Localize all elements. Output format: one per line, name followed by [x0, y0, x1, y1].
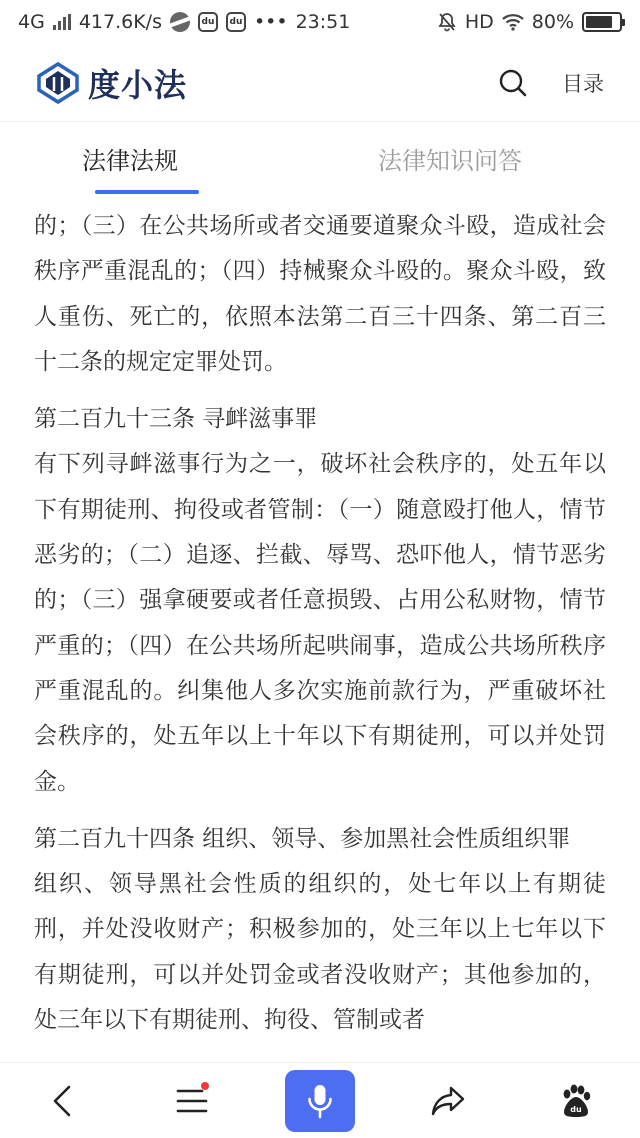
- table-of-contents-button[interactable]: 目录: [562, 71, 604, 96]
- article-body: 组织、领导黑社会性质的组织的，处七年以上有期徒刑，并处没收财产；积极参加的，处三年以上七年以下有期徒刑，可以并处罚金或者没收财产；其他参加的，处三年以下有期徒刑、拘役、管制或者: [34, 871, 606, 1034]
- svg-text:du: du: [570, 1104, 582, 1114]
- article-title: 第二百九十三条 寻衅滋事罪: [34, 406, 318, 433]
- app-header: [0, 44, 640, 122]
- article-293: [34, 397, 606, 805]
- menu-button[interactable]: [157, 1066, 227, 1136]
- network-type: 4G: [18, 11, 45, 33]
- baidu-home-button[interactable]: [541, 1066, 611, 1136]
- baidu-paw-icon: [558, 1083, 594, 1119]
- menu-icon: [175, 1086, 209, 1116]
- battery-icon: [582, 12, 622, 32]
- intro-paragraph: 的；（三）在公共场所或者交通要道聚众斗殴，造成社会秩序严重混乱的；（四）持械聚众斗殴的。聚众斗殴，致人重伤、死亡的，依照本法第二百三十四条、第二百三十二条的规定定罪处罚。: [34, 213, 606, 375]
- logo-mark-icon: [36, 61, 80, 105]
- article-body: 有下列寻衅滋事行为之一，破坏社会秩序的，处五年以下有期徒刑、拘役或者管制：（一）随意殴打他人，情节恶劣的；（二）追逐、拦截、辱骂、恐吓他人，情节恶劣的；（三）强拿硬要或者任意损毁、占用公私财物，情节严重的；（四）在公共场所起哄闹事，造成公共场所秩序严重混乱的。纠集他人多次实施前款行为，严重破坏社会秩序的，处五年以上十年以下有期徒刑，可以并处罚金。: [34, 451, 606, 795]
- header-actions: [498, 68, 604, 98]
- tab-bar: [0, 122, 640, 194]
- app-notification-icon: du: [198, 12, 218, 32]
- app-notification-icon-2: du: [226, 12, 246, 32]
- search-icon[interactable]: [498, 68, 528, 98]
- logo[interactable]: [36, 60, 187, 106]
- bottom-toolbar: [0, 1062, 640, 1138]
- browser-planet-icon: [170, 12, 190, 32]
- network-speed: 417.6K/s: [78, 11, 162, 33]
- logo-text: 度小法: [88, 65, 188, 104]
- status-bar: [0, 0, 640, 44]
- mute-bell-icon: [437, 12, 457, 32]
- law-content[interactable]: [0, 194, 640, 1062]
- battery-fill: [586, 16, 612, 28]
- wifi-icon: [502, 13, 524, 31]
- mic-button-bg: [285, 1070, 355, 1132]
- share-icon: [430, 1085, 466, 1117]
- tab-laws-regulations[interactable]: [0, 122, 260, 194]
- hd-indicator: HD: [464, 11, 494, 33]
- back-icon: [49, 1084, 79, 1118]
- tab-label: 法律知识问答: [378, 146, 522, 175]
- signal-icon: [53, 14, 71, 30]
- tab-label: 法律法规: [82, 146, 178, 175]
- status-right: [437, 11, 622, 33]
- tab-legal-qa[interactable]: [260, 122, 640, 194]
- article-294: [34, 817, 606, 1043]
- voice-search-button[interactable]: [285, 1066, 355, 1136]
- back-button[interactable]: [29, 1066, 99, 1136]
- share-button[interactable]: [413, 1066, 483, 1136]
- notification-dot: [201, 1082, 209, 1090]
- mic-icon: [306, 1083, 334, 1119]
- status-left: [18, 11, 350, 33]
- article-title: 第二百九十四条 组织、领导、参加黑社会性质组织罪: [34, 825, 571, 852]
- clock: 23:51: [295, 11, 351, 33]
- battery-percent: 80%: [531, 11, 574, 33]
- more-notifications: •••: [253, 11, 288, 33]
